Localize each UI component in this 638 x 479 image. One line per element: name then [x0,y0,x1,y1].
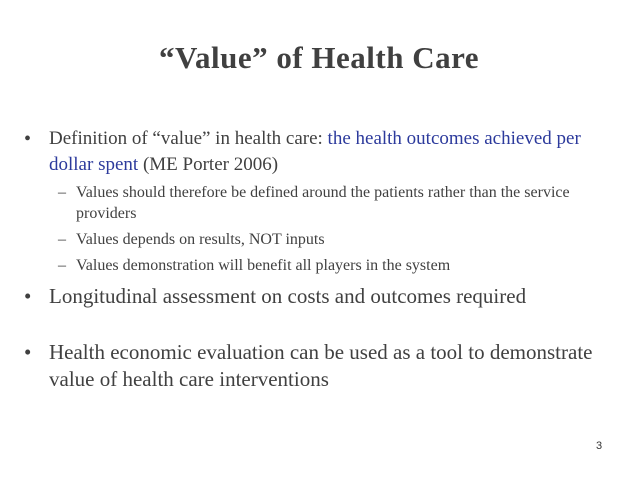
bullet-text [49,126,614,178]
highlighted-definition: the health outcomes achieved per dollar spent [49,128,581,175]
sub-bullet-marker: – [58,231,66,248]
sub-bullet-marker: – [58,257,66,274]
sub-bullet-results [58,229,598,250]
sub-bullet-text: Values should therefore be defined around the patients rather than the service providers [76,184,570,222]
sub-bullet-text: Values demonstration will benefit all players in the system [76,257,451,274]
bullet-lead-text: Definition of “value” in health care: [49,128,328,149]
sub-bullet-text: Values depends on results, NOT inputs [76,231,325,248]
bullet-marker: • [24,284,32,308]
page-number: 3 [596,440,603,452]
bullet-text: Health economic evaluation can be used as a tool to demonstrate value of health care interventions [49,340,593,391]
bullet-marker: • [24,340,32,364]
bullet-value-definition [24,126,614,178]
slide-title: “Value” of Health Care [158,40,480,75]
sub-bullet-marker: – [58,184,66,201]
bullet-longitudinal-assessment [24,283,614,310]
sub-bullet-patients [58,182,598,224]
citation-text: (ME Porter 2006) [138,154,279,175]
sub-bullet-players [58,255,598,276]
bullet-text: Longitudinal assessment on costs and outcomes required [49,284,527,308]
bullet-marker: • [24,128,32,150]
bullet-health-economic-evaluation [24,339,614,393]
